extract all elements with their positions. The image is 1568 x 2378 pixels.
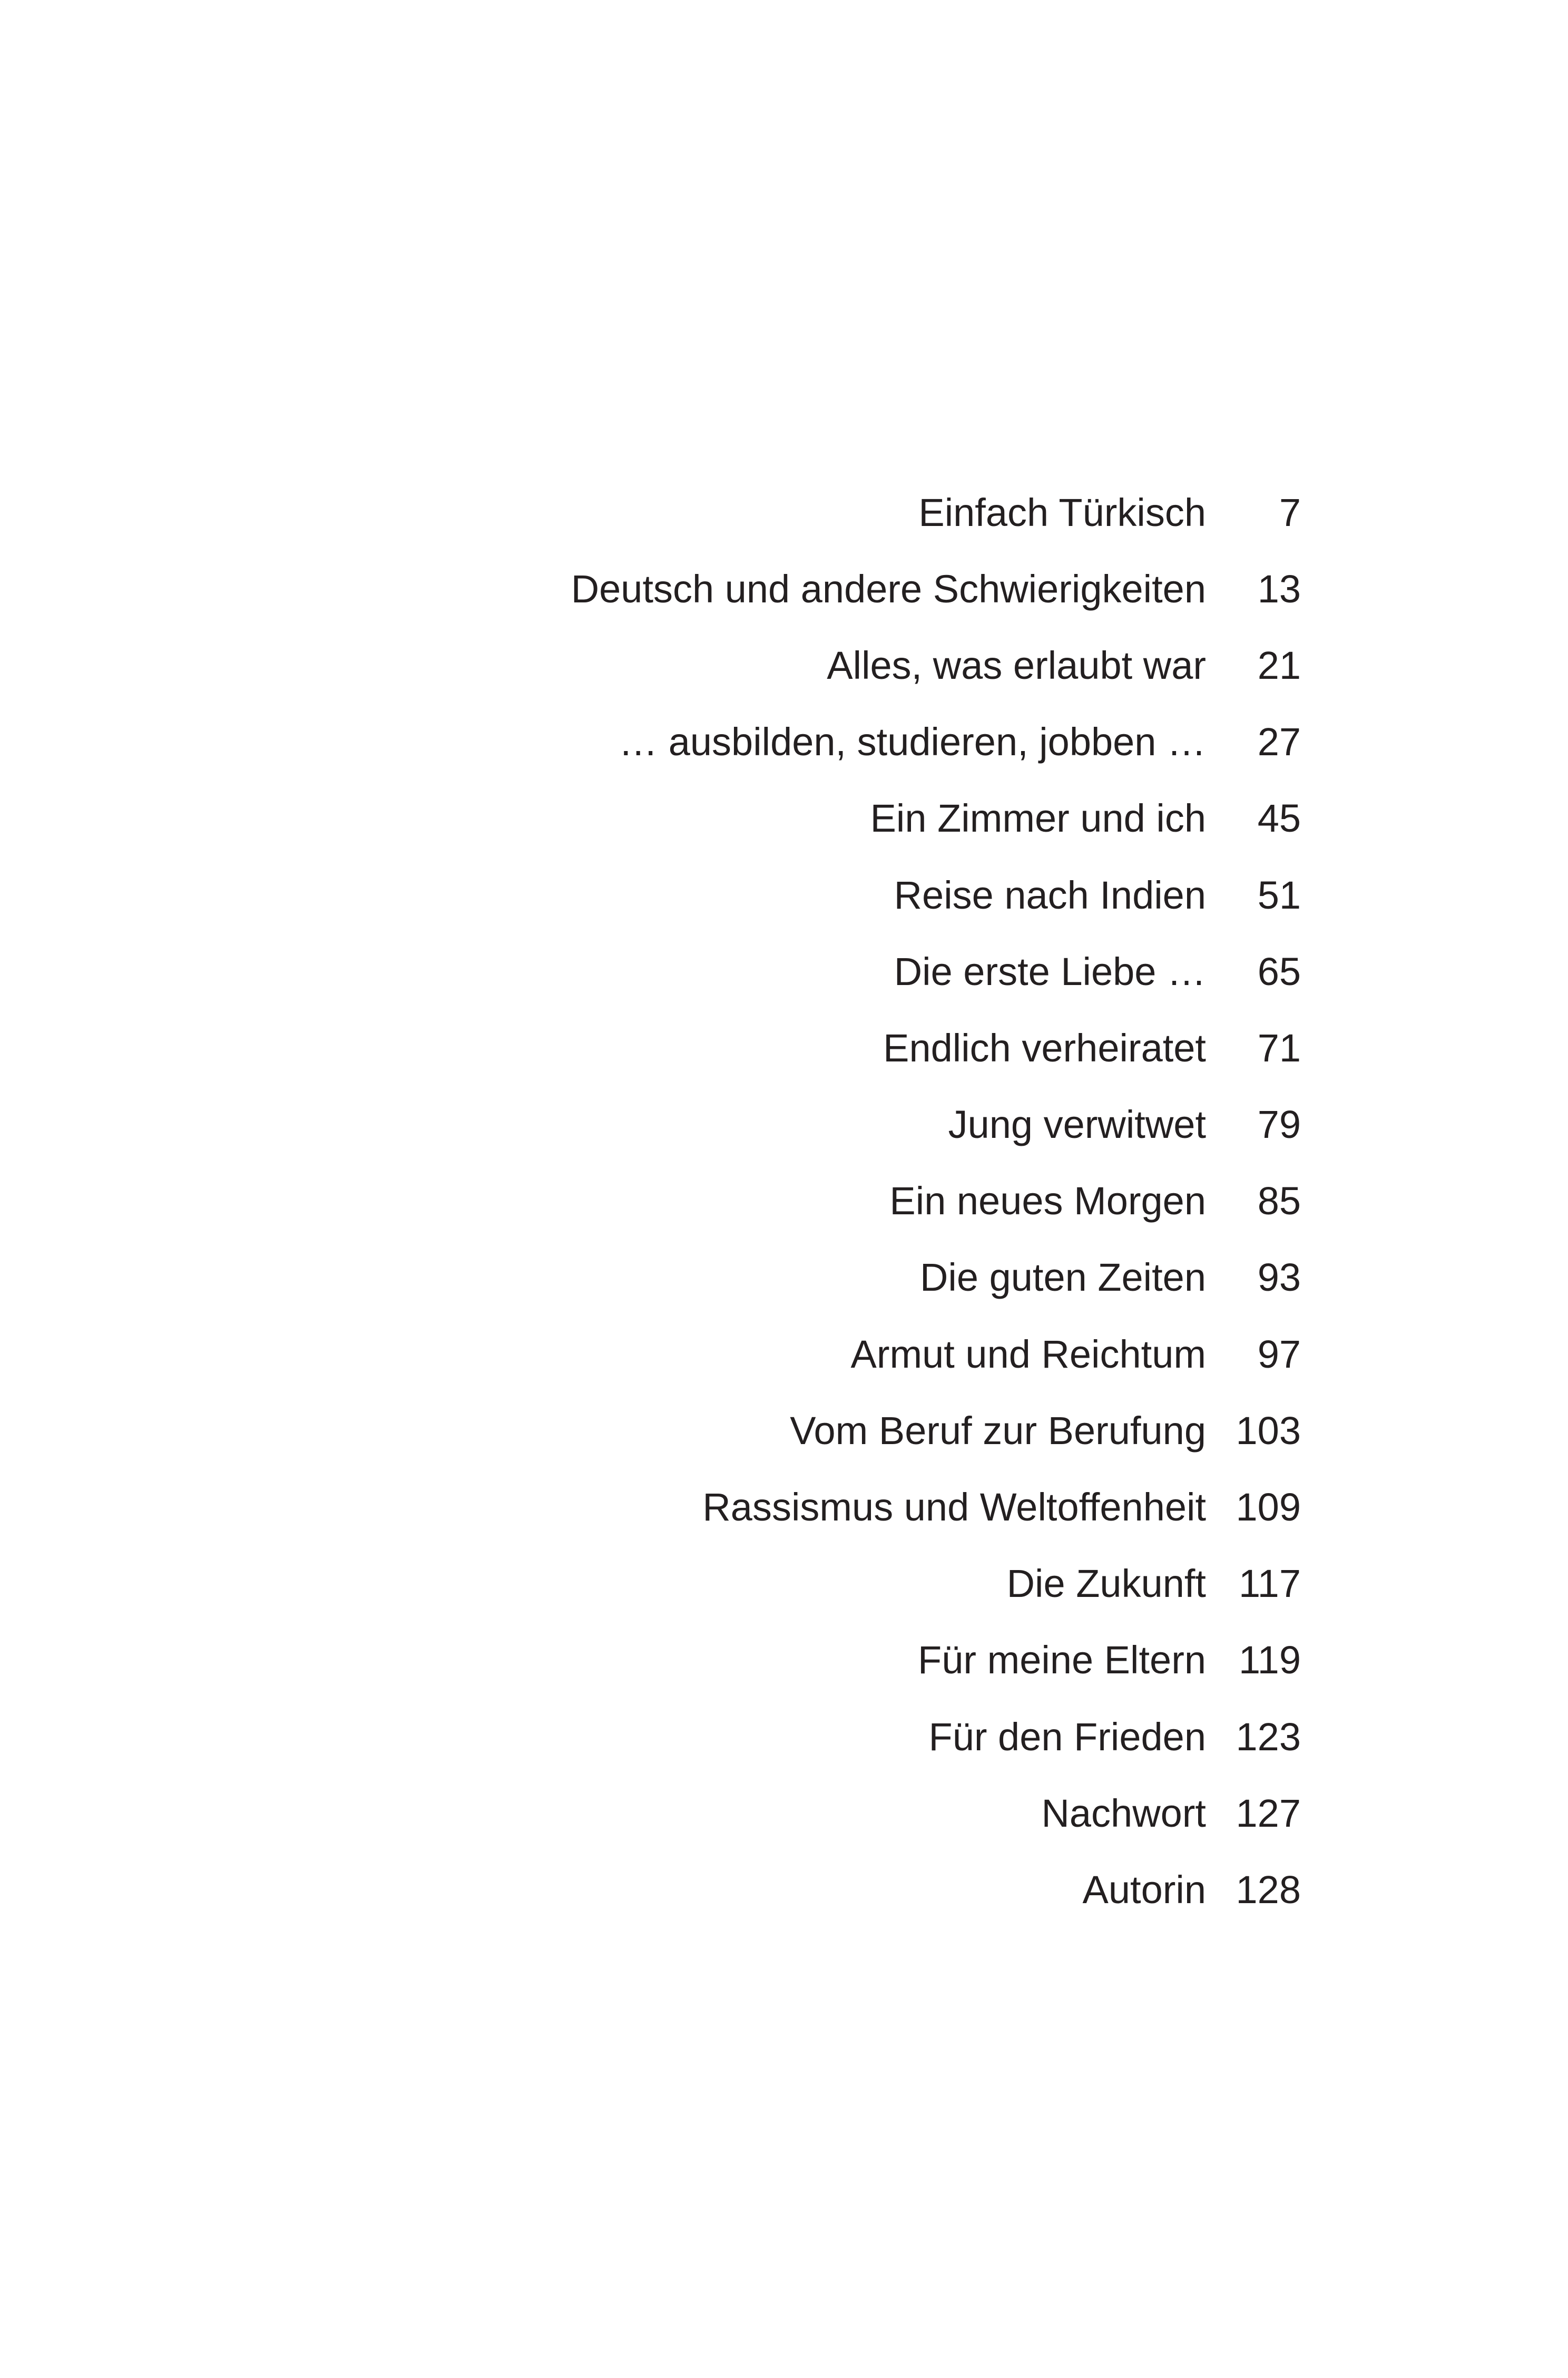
toc-entry-page-number: 27: [1257, 720, 1301, 764]
toc-entry-page-number: 109: [1236, 1485, 1301, 1529]
toc-entry[interactable]: [571, 1316, 1301, 1392]
toc-entry-page-number: 103: [1236, 1408, 1301, 1453]
toc-entry[interactable]: [571, 704, 1301, 781]
toc-entry[interactable]: [571, 1469, 1301, 1545]
toc-entry[interactable]: [571, 474, 1301, 551]
toc-entry-title: Die guten Zeiten: [919, 1255, 1206, 1300]
toc-entry-page-number: 21: [1257, 643, 1301, 687]
toc-entry-title: Für meine Eltern: [918, 1638, 1206, 1682]
toc-entry-page-number: 79: [1257, 1103, 1301, 1147]
table-of-contents: [571, 474, 1301, 1928]
toc-entry-title: Rassismus und Weltoffenheit: [702, 1485, 1206, 1529]
toc-entry-page-number: 85: [1257, 1179, 1301, 1223]
toc-entry[interactable]: [571, 627, 1301, 704]
toc-entry-page-number: 51: [1257, 873, 1301, 917]
toc-entry-page-number: 117: [1239, 1562, 1301, 1606]
toc-entry-page-number: 123: [1236, 1714, 1301, 1759]
toc-entry[interactable]: [571, 1622, 1301, 1699]
toc-entry-title: Für den Frieden: [928, 1714, 1206, 1759]
toc-entry[interactable]: [571, 781, 1301, 857]
toc-entry-page-number: 71: [1257, 1026, 1301, 1070]
toc-entry-title: Ein Zimmer und ich: [870, 796, 1206, 841]
toc-entry-page-number: 93: [1257, 1255, 1301, 1300]
toc-entry-title: … ausbilden, studieren, jobben …: [619, 720, 1206, 764]
toc-entry-title: Ein neues Morgen: [889, 1179, 1206, 1223]
toc-entry-title: Einfach Türkisch: [918, 490, 1206, 534]
toc-entry-title: Die erste Liebe …: [894, 949, 1206, 993]
toc-entry-title: Die Zukunft: [1006, 1562, 1206, 1606]
toc-entry-title: Vom Beruf zur Berufung: [790, 1408, 1206, 1453]
toc-entry-page-number: 97: [1257, 1332, 1301, 1376]
toc-entry[interactable]: [571, 1087, 1301, 1163]
toc-entry-title: Jung verwitwet: [948, 1103, 1206, 1147]
toc-entry-page-number: 45: [1257, 796, 1301, 841]
toc-entry-page-number: 127: [1236, 1791, 1301, 1835]
toc-entry[interactable]: [571, 1851, 1301, 1928]
toc-entry[interactable]: [571, 1163, 1301, 1240]
toc-entry[interactable]: [571, 1775, 1301, 1851]
toc-entry[interactable]: [571, 1010, 1301, 1086]
toc-entry[interactable]: [571, 551, 1301, 627]
toc-entry-title: Autorin: [1082, 1867, 1206, 1912]
toc-entry[interactable]: [571, 1546, 1301, 1622]
toc-entry[interactable]: [571, 1240, 1301, 1316]
toc-entry[interactable]: [571, 1392, 1301, 1469]
toc-entry[interactable]: [571, 857, 1301, 933]
toc-entry-page-number: 119: [1239, 1638, 1301, 1682]
toc-entry-title: Nachwort: [1041, 1791, 1206, 1835]
toc-entry-page-number: 65: [1257, 949, 1301, 993]
toc-entry-title: Armut und Reichtum: [850, 1332, 1206, 1376]
toc-entry[interactable]: [571, 1699, 1301, 1775]
toc-entry-page-number: 128: [1236, 1867, 1301, 1912]
toc-entry-title: Reise nach Indien: [894, 873, 1206, 917]
toc-entry-title: Endlich verheiratet: [883, 1026, 1206, 1070]
toc-entry-page-number: 7: [1279, 490, 1301, 534]
toc-entry-title: Alles, was erlaubt war: [827, 643, 1206, 687]
toc-entry-title: Deutsch und andere Schwierigkeiten: [571, 567, 1206, 611]
toc-entry[interactable]: [571, 933, 1301, 1010]
toc-entry-page-number: 13: [1257, 567, 1301, 611]
